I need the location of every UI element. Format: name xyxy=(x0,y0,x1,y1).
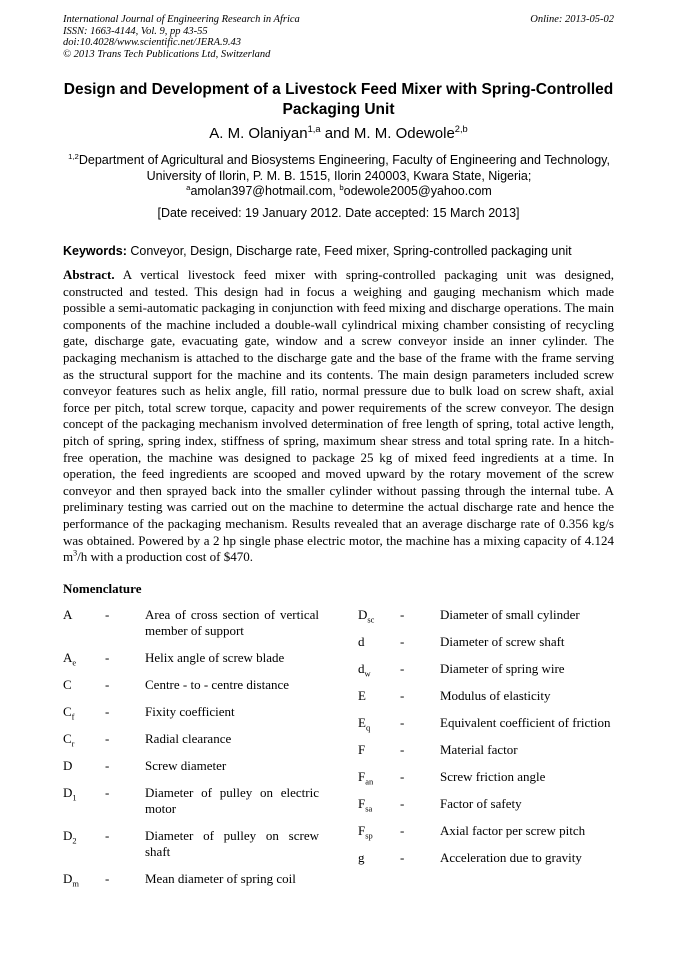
dash: - xyxy=(105,704,110,719)
nomenclature-row xyxy=(63,785,319,817)
symbol-sub: m xyxy=(72,878,79,889)
symbol-base: D xyxy=(63,871,73,886)
nomenclature-row xyxy=(358,796,614,812)
dash: - xyxy=(400,661,405,676)
symbol-sub: w xyxy=(364,668,371,679)
email-a-sup: a xyxy=(186,182,191,192)
symbol-base: C xyxy=(63,704,72,719)
affil-line-1: Department of Agricultural and Biosystems Engineering, Faculty of Engineering and Technology, xyxy=(78,153,610,167)
symbol-base: d xyxy=(358,661,365,676)
symbol xyxy=(63,677,105,693)
symbol-sub: f xyxy=(71,711,75,722)
symbol xyxy=(358,769,400,785)
issn: ISSN: 1663-4144, Vol. 9, pp 43-55 xyxy=(63,25,208,37)
author-2: and M. M. Odewole xyxy=(320,125,455,142)
description: Mean diameter of spring coil xyxy=(145,871,296,886)
nomenclature-row xyxy=(358,850,614,866)
symbol xyxy=(63,758,105,774)
dash: - xyxy=(105,650,110,665)
symbol-sub: e xyxy=(72,657,77,668)
journal-name: International Journal of Engineering Research in Africa xyxy=(63,14,300,25)
description: Centre - to - centre distance xyxy=(145,677,290,692)
description: Fixity coefficient xyxy=(145,704,235,719)
nomenclature-row xyxy=(63,650,319,666)
symbol-base: A xyxy=(63,607,73,622)
description: Screw friction angle xyxy=(440,769,546,784)
dash: - xyxy=(105,758,110,773)
description: Equivalent coefficient of friction xyxy=(440,715,611,730)
symbol xyxy=(63,828,105,860)
nomenclature-row xyxy=(63,607,319,639)
description: Diameter of screw shaft xyxy=(440,634,565,649)
author-1-sup: 1,a xyxy=(307,124,321,134)
description: Material factor xyxy=(440,742,518,757)
dash: - xyxy=(400,607,405,622)
symbol-sub: 2 xyxy=(72,835,77,846)
keywords-text: Conveyor, Design, Discharge rate, Feed mixer, Spring-controlled packaging unit xyxy=(126,244,572,258)
nomenclature-row xyxy=(358,823,614,839)
email-b[interactable]: odewole2005@yahoo.com xyxy=(343,184,492,198)
authors xyxy=(63,125,614,142)
symbol xyxy=(63,650,105,666)
dash: - xyxy=(400,742,405,757)
description: Acceleration due to gravity xyxy=(440,850,582,865)
symbol-base: g xyxy=(358,850,365,865)
nomenclature-row xyxy=(63,677,319,693)
symbol-sub: an xyxy=(365,776,374,787)
affil-line-2: University of Ilorin, P. M. B. 1515, Ilorin 240003, Kwara State, Nigeria; xyxy=(146,168,532,183)
symbol-base: E xyxy=(358,715,366,730)
abstract-label: Abstract. xyxy=(63,267,115,282)
symbol xyxy=(63,607,105,639)
symbol-sub: 1 xyxy=(72,792,77,803)
description: Screw diameter xyxy=(145,758,227,773)
description: Factor of safety xyxy=(440,796,522,811)
description: Diameter of pulley on electric motor xyxy=(145,785,319,816)
dash: - xyxy=(400,796,405,811)
affiliation xyxy=(50,153,628,200)
symbol xyxy=(358,661,400,677)
symbol-sub: q xyxy=(365,722,371,733)
author-2-sup: 2,b xyxy=(454,124,468,134)
symbol-base: d xyxy=(358,634,365,649)
nomenclature-row xyxy=(63,731,319,747)
nomenclature-row xyxy=(358,742,614,758)
symbol-base: A xyxy=(63,650,73,665)
symbol-sub: sp xyxy=(365,830,373,841)
description: Diameter of spring wire xyxy=(440,661,565,676)
symbol-base: F xyxy=(358,823,366,838)
symbol xyxy=(63,704,105,720)
dash: - xyxy=(105,828,110,843)
nomenclature-heading: Nomenclature xyxy=(63,581,142,596)
keywords-label: Keywords: xyxy=(63,244,127,258)
symbol-base: D xyxy=(63,828,73,843)
symbol-sub: r xyxy=(71,738,75,749)
symbol xyxy=(358,850,400,866)
symbol xyxy=(358,715,400,731)
dash: - xyxy=(105,731,110,746)
dash: - xyxy=(400,688,405,703)
symbol-base: D xyxy=(63,758,73,773)
dash: - xyxy=(400,715,405,730)
description: Diameter of pulley on screw shaft xyxy=(145,828,319,859)
doi: doi:10.4028/www.scientific.net/JERA.9.43 xyxy=(63,37,241,48)
abstract xyxy=(63,267,614,566)
dash: - xyxy=(105,871,110,886)
dash: - xyxy=(105,785,110,800)
abstract-sup: 3 xyxy=(73,548,78,558)
symbol xyxy=(63,785,105,817)
description: Diameter of small cylinder xyxy=(440,607,580,622)
symbol xyxy=(358,634,400,650)
symbol xyxy=(358,796,400,812)
nomenclature-row xyxy=(63,704,319,720)
nomenclature-row xyxy=(358,715,614,731)
symbol xyxy=(358,823,400,839)
dates: [Date received: 19 January 2012. Date accepted: 15 March 2013] xyxy=(157,206,520,220)
description: Modulus of elasticity xyxy=(440,688,551,703)
symbol xyxy=(358,688,400,704)
author-1: A. M. Olaniyan xyxy=(209,125,308,142)
paper-title: Design and Development of a Livestock Feed Mixer with Spring-Controlled Packaging Unit xyxy=(63,81,614,118)
symbol-base: E xyxy=(358,688,366,703)
symbol-base: D xyxy=(63,785,73,800)
symbol xyxy=(63,871,105,887)
symbol-base: F xyxy=(358,796,366,811)
symbol xyxy=(63,731,105,747)
email-b-sup: b xyxy=(339,182,344,192)
symbol-base: F xyxy=(358,769,366,784)
abstract-text: A vertical livestock feed mixer with spring-controlled packaging unit was designed, constructed and tested. This design had in focus a weighing and gauging mechanism which made possible a semi-automatic packaging in conjunction with feed mixing and discharge operations. The main components of the machine included a double-wall cylindrical mixing chamber consisting of recycling gate, discharge gate, evacuating gate, window and a screw conveyor inside an inner cylinder. The packaging mechanism is attached to the discharge gate and the base of the frame with the frame serving as the structural support for the machine and its contents. The main design parameters included screw conveyor features such as helix angle, fill ratio, normal pressure due to bulk load on screw shaft, axial force per pitch, total screw torque, capacity and power requirements of the screw conveyor. The design concept of the packaging mechanism involved determination of free length of spring, total active length, pitch of spring, spring index, stiffness of spring, maximum shear stress and total spring rate. In a hitch-free operation, the machine was designed to package 25 kg of mixed feed ingredients at a time. In operation, the feed ingredients are scooped and moved upward by the rotary movement of the screw conveyor and then sprayed back into the smaller cylinder without passing through the internal tube. A preliminary testing was carried out on the machine to determine the actual discharge rate and hence the performance of the packaging mechanism. Results revealed that an average discharge rate of 0.356 kg/s was obtained. Powered by a 2 hp single phase electric motor, the machine has a mixing capacity of 4.124 m xyxy=(63,267,614,565)
keywords xyxy=(63,244,623,258)
abstract-text-end: /h with a production cost of $470. xyxy=(77,549,253,565)
description: Radial clearance xyxy=(145,731,232,746)
nomenclature-row xyxy=(63,871,319,887)
description: Helix angle of screw blade xyxy=(145,650,285,665)
dash: - xyxy=(400,850,405,865)
symbol xyxy=(358,742,400,758)
affil-sup: 1,2 xyxy=(68,151,79,161)
nomenclature-row xyxy=(63,828,319,860)
dash: - xyxy=(400,769,405,784)
dash: - xyxy=(105,607,110,622)
dash: - xyxy=(400,634,405,649)
dash: - xyxy=(400,823,405,838)
description: Area of cross section of vertical member of support xyxy=(145,607,319,638)
description: Axial factor per screw pitch xyxy=(440,823,586,838)
nomenclature-left xyxy=(63,607,319,898)
email-a[interactable]: amolan397@hotmail.com, xyxy=(190,184,340,198)
symbol-base: C xyxy=(63,677,72,692)
copyright: © 2013 Trans Tech Publications Ltd, Switzerland xyxy=(63,48,271,60)
nomenclature-right xyxy=(358,607,614,877)
online-date: Online: 2013-05-02 xyxy=(530,14,614,25)
symbol-base: C xyxy=(63,731,72,746)
nomenclature-row xyxy=(358,769,614,785)
nomenclature-row xyxy=(63,758,319,774)
nomenclature-row xyxy=(358,607,614,623)
nomenclature-row xyxy=(358,661,614,677)
journal-header xyxy=(63,14,300,60)
nomenclature-row xyxy=(358,688,614,704)
symbol-base: D xyxy=(358,607,368,622)
symbol-sub: sa xyxy=(365,803,373,814)
symbol xyxy=(358,607,400,623)
symbol-base: F xyxy=(358,742,366,757)
symbol-sub: sc xyxy=(367,614,375,625)
dash: - xyxy=(105,677,110,692)
nomenclature-row xyxy=(358,634,614,650)
